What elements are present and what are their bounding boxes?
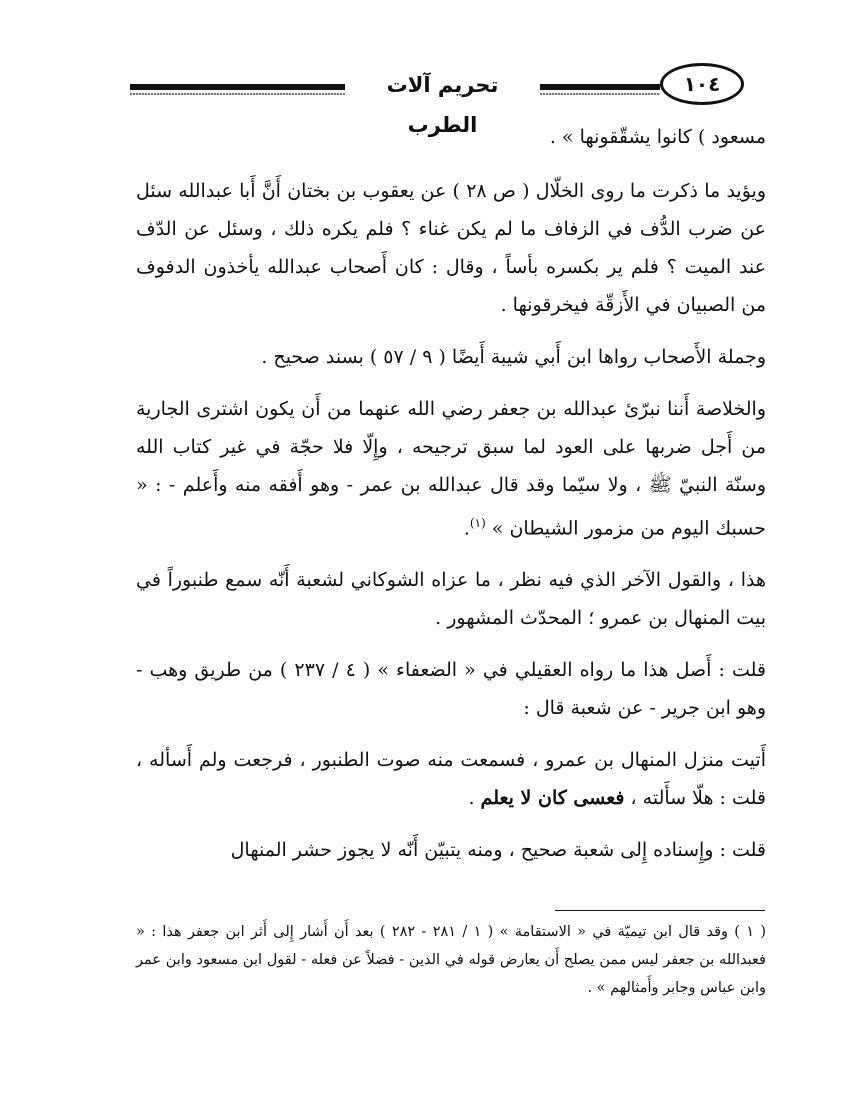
paragraph-text: ويؤيد ما ذكرت ما روى الخلّال ( ص ٢٨ ) عن يعقوب بن بختان أَنَّ أَبا عبدالله سئل عن ضرب الدُّف في الزفاف ما لم يكن غناء ؟ فلم يكره ذلك ، وسئل عن الدّف عند الميت ؟ فلم ير بكسره بأساً ، وقال : كان أَصحاب عبدالله يأخذون الدفوف من الصبيان في الأَزقّة فيخرقونها . [136, 180, 766, 316]
paragraph-text: مسعود ) كانوا يشقّقونها » . [549, 126, 766, 148]
paragraph-4 [136, 390, 766, 547]
paragraph-2 [136, 172, 766, 324]
paragraph-text: أَتيت منزل المنهال بن عمرو ، فسمعت منه صوت الطنبور ، فرجعت ولم أَسأله ، قلت : هلّا سأَلته ، [136, 749, 766, 810]
header-dotted-rule-left [130, 93, 345, 95]
paragraph-text: قلت : وإِسناده إِلى شعبة صحيح ، ومنه يتبيّن أَنّه لا يجوز حشر المنهال [230, 839, 766, 862]
paragraph-5 [136, 561, 766, 637]
paragraph-tail: . [468, 787, 475, 810]
footnote-text: ( ١ ) وقد قال ابن تيميّة في « الاستقامة » ( ١ / ٢٨١ - ٢٨٢ ) بعد أَن أَشار إِلى أَثر ابن جعفر هذا : « فعبدالله بن جعفر ليس ممن يصلح أَن يعارض قوله في الدين - فضلاً عن فعله - لقول ابن مسعود وابن عمر وابن عباس وجابر وأَمثالهم » . [136, 924, 766, 996]
paragraph-7 [136, 741, 766, 817]
bold-phrase: فعسى كان لا يعلم [480, 787, 625, 810]
header-rule-left [130, 84, 345, 90]
paragraph-3 [136, 338, 766, 376]
paragraph-8 [136, 831, 766, 869]
paragraph-text: قلت : أَصل هذا ما رواه العقيلي في « الضعفاء » ( ٤ / ٢٣٧ ) من طريق وهب - وهو ابن جرير - عن شعبة قال : [136, 659, 767, 720]
footnote-reference[interactable]: (١) [469, 516, 486, 530]
paragraph-1 [136, 118, 766, 156]
paragraph-tail: . [463, 517, 470, 540]
footnote-separator [555, 910, 765, 911]
header-dotted-rule-right [540, 93, 660, 95]
header-rule-right [540, 84, 660, 90]
page-header [125, 55, 765, 137]
paragraph-text: هذا ، والقول الآخر الذي فيه نظر ، ما عزاه الشوكاني لشعبة أَنّه سمع طنبوراً في بيت المنهال بن عمرو ؛ المحدّث المشهور . [136, 569, 766, 630]
paragraph-text: والخلاصة أَننا نبرّئ عبدالله بن جعفر رضي الله عنهما من أَن يكون اشترى الجارية من أَجل ضربها على العود لما سبق ترجيحه ، وإِلّا فلا حجّة في غير كتاب الله وسنّة النبيّ ﷺ ، ولا سيّما وقد قال عبدالله بن عمر - وهو أَفقه منه وأَعلم - : « حسبك اليوم من مزمور الشيطان » [136, 398, 766, 540]
page-number: ١٠٤ [660, 63, 744, 105]
paragraph-text: وجملة الأَصحاب رواها ابن أَبي شيبة أَيضًا ( ٩ / ٥٧ ) بسند صحيح . [261, 346, 766, 368]
footnotes [136, 918, 766, 1002]
running-title: تحريم آلات الطرب [386, 73, 499, 137]
footnote-1 [136, 918, 766, 1002]
main-text [136, 118, 766, 883]
paragraph-6 [136, 651, 766, 727]
